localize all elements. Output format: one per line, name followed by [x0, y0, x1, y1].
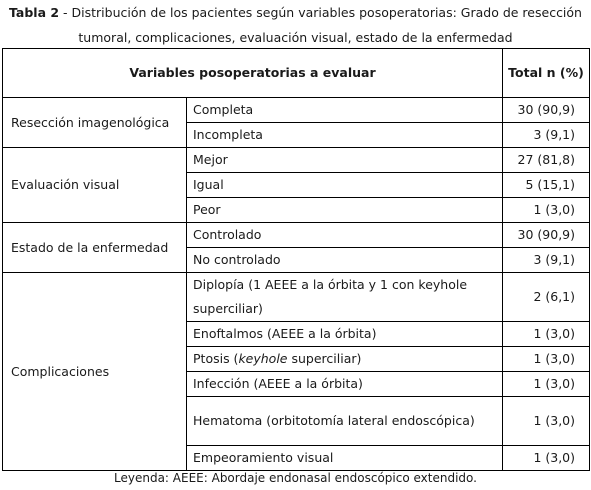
- value-cell: 2 (6,1): [503, 273, 590, 322]
- category-text: superciliar): [287, 351, 362, 366]
- value-cell: 1 (3,0): [503, 372, 590, 397]
- header-variables: Variables posoperatorias a evaluar: [3, 49, 503, 98]
- table-legend: Leyenda: AEEE: Abordaje endonasal endoscópico extendido.: [114, 471, 477, 485]
- table-row: [3, 273, 590, 322]
- value-cell: 5 (15,1): [503, 173, 590, 198]
- category-cell: Incompleta: [187, 123, 503, 148]
- category-cell: Empeoramiento visual: [187, 446, 503, 471]
- caption-text: - Distribución de los pacientes según variables posoperatorias: Grado de resección tumoral, complicaciones, evaluación visual, estado de la enfermedad: [59, 5, 582, 45]
- category-cell: Enoftalmos (AEEE a la órbita): [187, 322, 503, 347]
- table-row: [3, 223, 590, 248]
- value-cell: 1 (3,0): [503, 347, 590, 372]
- value-cell: 3 (9,1): [503, 248, 590, 273]
- caption-label: Tabla 2: [9, 5, 60, 20]
- category-cell: Mejor: [187, 148, 503, 173]
- group-label: Resección imagenológica: [3, 98, 187, 148]
- category-italic-text: keyhole: [238, 351, 288, 366]
- group-label: Complicaciones: [3, 273, 187, 471]
- category-cell: Completa: [187, 98, 503, 123]
- category-cell: Diplopía (1 AEEE a la órbita y 1 con keyhole superciliar): [187, 273, 503, 322]
- value-cell: 1 (3,0): [503, 198, 590, 223]
- value-cell: 27 (81,8): [503, 148, 590, 173]
- value-cell: 1 (3,0): [503, 446, 590, 471]
- header-total: Total n (%): [503, 49, 590, 98]
- table-header-row: [3, 49, 590, 98]
- group-label: Evaluación visual: [3, 148, 187, 223]
- value-cell: 3 (9,1): [503, 123, 590, 148]
- table-row: [3, 148, 590, 173]
- value-cell: 30 (90,9): [503, 98, 590, 123]
- value-cell: 30 (90,9): [503, 223, 590, 248]
- category-cell: No controlado: [187, 248, 503, 273]
- table-row: [3, 98, 590, 123]
- value-cell: 1 (3,0): [503, 322, 590, 347]
- value-cell: 1 (3,0): [503, 397, 590, 446]
- category-cell: Peor: [187, 198, 503, 223]
- category-cell: Controlado: [187, 223, 503, 248]
- table-caption: [0, 0, 591, 50]
- category-cell: [187, 347, 503, 372]
- category-cell: Hematoma (orbitotomía lateral endoscópica): [187, 397, 503, 446]
- category-text: Ptosis (: [193, 351, 239, 366]
- category-cell: Infección (AEEE a la órbita): [187, 372, 503, 397]
- group-label: Estado de la enfermedad: [3, 223, 187, 273]
- category-cell: Igual: [187, 173, 503, 198]
- postoperative-variables-table: [2, 48, 590, 471]
